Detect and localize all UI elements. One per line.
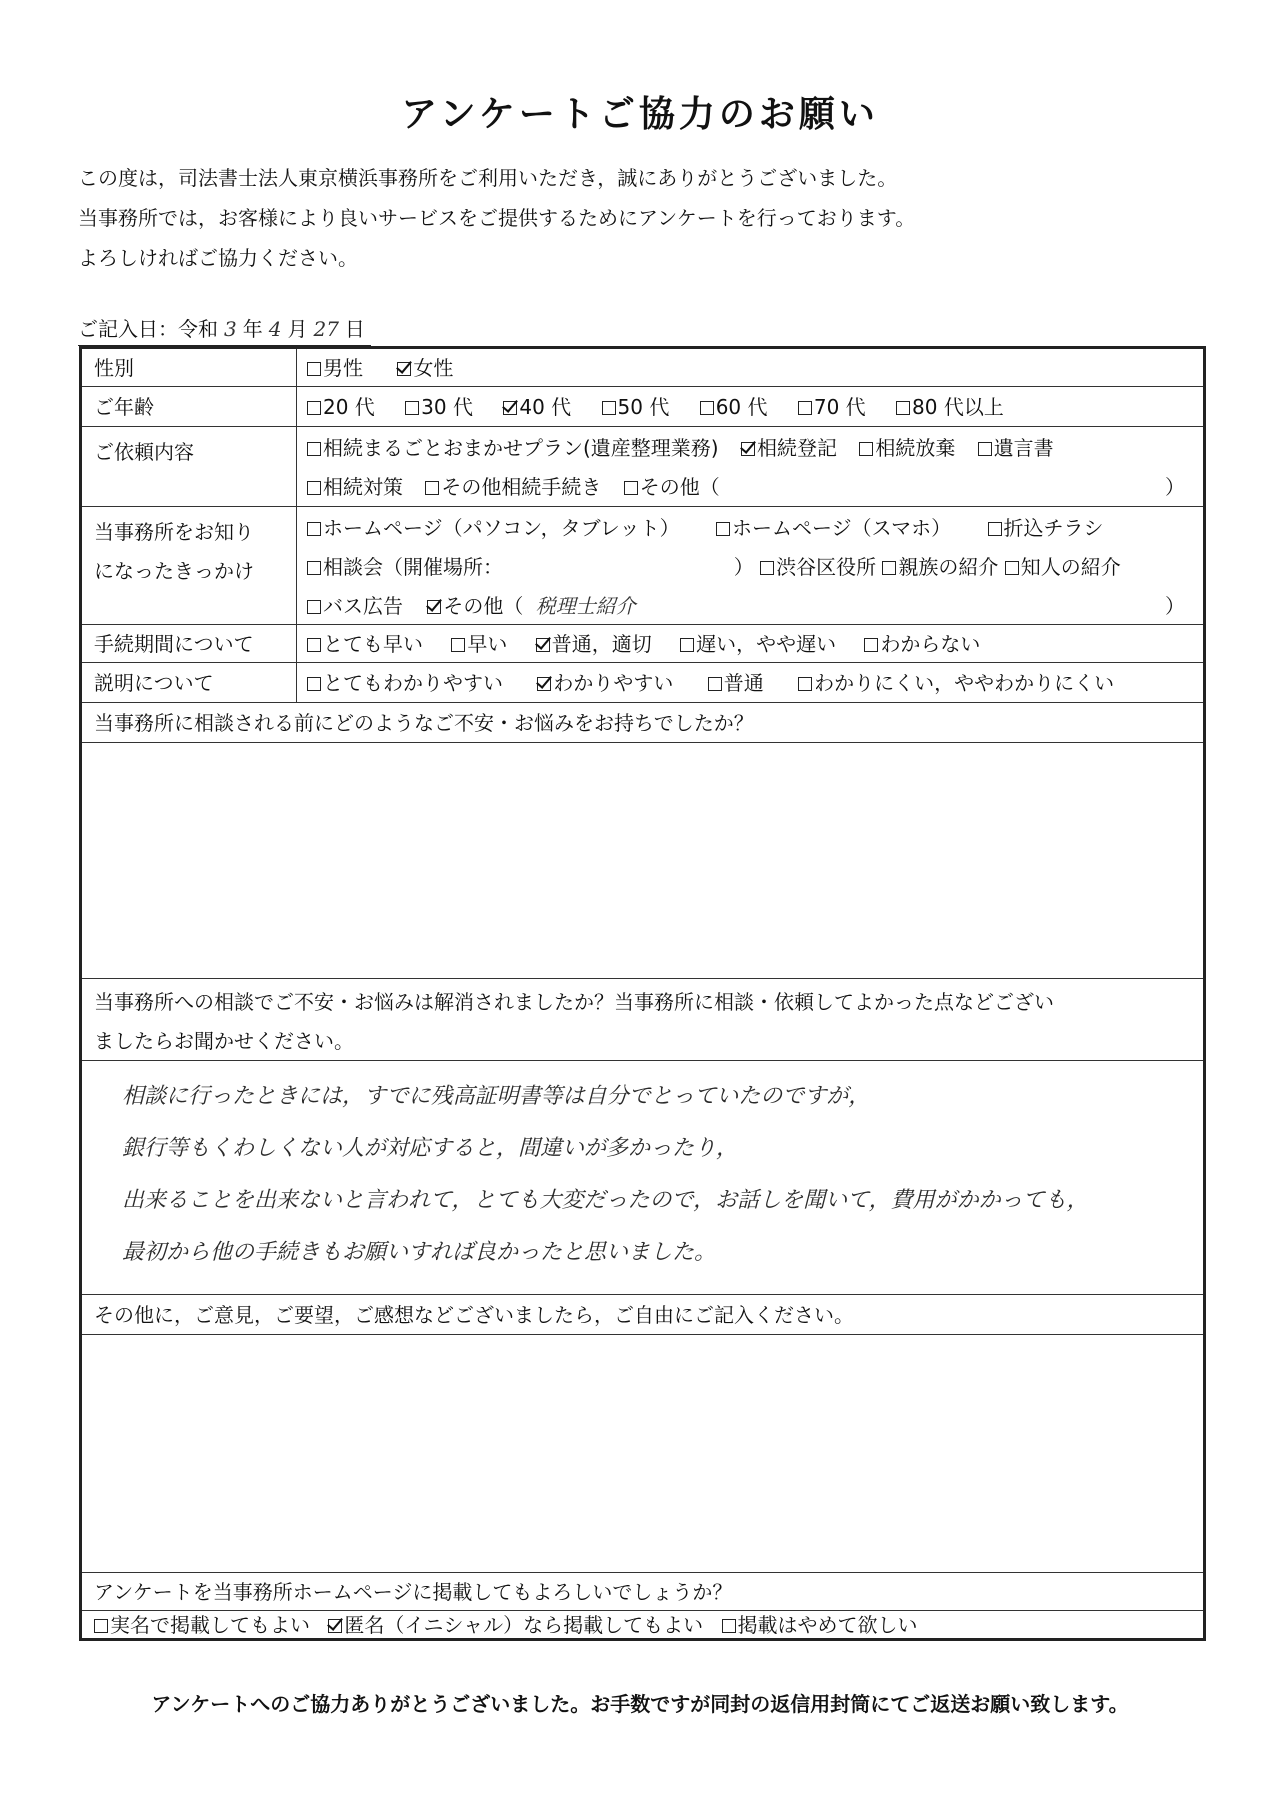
checkbox-icon[interactable] (307, 677, 321, 691)
source-option[interactable] (988, 509, 1104, 548)
source-option-venue[interactable] (307, 548, 503, 587)
footer-thanks: アンケートへのご協力ありがとうございました。お手数ですが同封の返信用封筒にてご返送お願い致します。 (151, 1692, 1129, 1716)
checkbox-icon[interactable] (978, 442, 992, 456)
option-label: 掲載はやめて欲しい (737, 1613, 918, 1637)
source-label-line: 当事務所をお知り (94, 520, 254, 544)
publish-question-row (82, 1573, 1203, 1611)
q2-question-line: 当事務所への相談でご不安・お悩みは解消されましたか？当事務所に相談・依頼してよかった点などござい (94, 990, 1054, 1014)
option-label: 相続放棄 (875, 436, 956, 460)
request-option-other[interactable] (624, 468, 720, 507)
age-option[interactable] (896, 387, 1004, 427)
checkbox-icon[interactable] (988, 522, 1002, 536)
source-option[interactable] (716, 509, 951, 548)
age-label: ご年齢 (82, 387, 297, 426)
checkbox-icon[interactable] (307, 638, 321, 652)
option-label: ホームページ（スマホ） (731, 516, 952, 540)
option-label: わかりにくい，ややわかりにくい (814, 671, 1115, 695)
option-label: 相続まるごとおまかせプラン(遺産整理業務) (323, 436, 719, 460)
option-label: 匿名（イニシャル）なら掲載してもよい (344, 1613, 704, 1637)
option-label: 実名で掲載してもよい (110, 1613, 310, 1637)
close-paren: ） (733, 555, 754, 579)
source-option[interactable] (307, 509, 680, 548)
option-label: 40 代 (519, 395, 572, 419)
entry-date (78, 313, 371, 346)
option-label: 普通 (723, 671, 764, 695)
checkbox-icon[interactable] (700, 401, 714, 415)
period-option[interactable] (536, 625, 652, 663)
checkbox-icon[interactable] (680, 638, 694, 652)
source-option[interactable] (882, 548, 998, 587)
checkbox-icon[interactable] (307, 362, 321, 376)
gender-row (82, 349, 1203, 387)
request-label: ご依頼内容 (82, 427, 297, 506)
checkbox-icon[interactable] (760, 561, 774, 575)
publish-option[interactable] (328, 1607, 703, 1643)
request-option[interactable] (859, 429, 955, 468)
gender-label: 性別 (82, 349, 297, 386)
checkbox-icon[interactable] (307, 600, 321, 614)
explanation-label: 説明について (82, 663, 297, 702)
source-row (82, 507, 1203, 625)
explanation-option[interactable] (537, 663, 673, 703)
option-label: 20 代 (323, 395, 375, 419)
checkbox-icon[interactable] (425, 481, 439, 495)
entry-date-label: ご記入日：令和 (78, 317, 218, 341)
gender-option[interactable] (307, 349, 363, 387)
period-option[interactable] (680, 625, 836, 663)
checkbox-icon[interactable] (307, 561, 321, 575)
checkbox-icon[interactable] (397, 362, 411, 376)
option-label: 親族の紹介 (898, 555, 999, 579)
source-option-other[interactable] (427, 587, 523, 626)
period-option[interactable] (307, 625, 423, 663)
q2-question (94, 983, 1193, 1061)
year-unit: 年 (242, 317, 263, 341)
checkbox-icon[interactable] (405, 401, 419, 415)
request-row (82, 427, 1203, 507)
month-unit: 月 (287, 317, 308, 341)
option-label: とてもわかりやすい (323, 671, 503, 695)
age-option[interactable] (503, 387, 571, 427)
option-label: 30 代 (421, 395, 473, 419)
source-label (82, 507, 297, 624)
option-label: その他相続手続き (441, 475, 602, 499)
option-label: 相続登記 (756, 436, 837, 460)
checkbox-icon[interactable] (741, 442, 755, 456)
option-label: 相談会（開催場所： (323, 555, 503, 579)
option-label: その他（ (639, 475, 720, 499)
option-label: 男性 (323, 356, 363, 380)
q2-answer-line: 最初から他の手続きもお願いすれば良かったと思いました。 (122, 1240, 717, 1265)
option-label: わからない (880, 632, 981, 656)
source-label-line: になったきっかけ (94, 559, 254, 583)
checkbox-icon[interactable] (602, 401, 616, 415)
publish-option[interactable] (722, 1607, 918, 1643)
q3-question-row (82, 1295, 1203, 1335)
checkbox-icon[interactable] (722, 1619, 736, 1633)
source-option[interactable] (307, 587, 403, 626)
gender-option[interactable] (397, 349, 453, 387)
age-option[interactable] (307, 387, 375, 427)
checkbox-icon[interactable] (307, 442, 321, 456)
request-option[interactable] (307, 429, 719, 468)
explanation-option[interactable] (307, 663, 503, 703)
q2-question-row (82, 979, 1203, 1061)
intro-line: 当事務所では，お客様により良いサービスをご提供するためにアンケートを行っております。 (78, 206, 916, 230)
period-label: 手続期間について (82, 625, 297, 662)
option-label: 60 代 (715, 395, 768, 419)
close-paren: ） (1165, 594, 1185, 618)
explanation-option[interactable] (798, 663, 1114, 703)
q3-question: その他に，ご意見，ご要望，ご感想などございましたら，ご自由にご記入ください。 (94, 1303, 854, 1327)
option-label: 知人の紹介 (1020, 555, 1121, 579)
option-label: 遅い，やや遅い (696, 632, 837, 656)
q2-answer-area[interactable] (82, 1061, 1203, 1295)
checkbox-icon[interactable] (503, 401, 517, 415)
explanation-row (82, 663, 1203, 703)
age-row (82, 387, 1203, 427)
checkbox-icon[interactable] (798, 677, 812, 691)
checkbox-icon[interactable] (94, 1619, 108, 1633)
intro-line: この度は，司法書士法人東京横浜事務所をご利用いただき，誠にありがとうございました。 (78, 166, 898, 190)
intro-text (78, 158, 915, 278)
checkbox-icon[interactable] (708, 677, 722, 691)
age-option[interactable] (798, 387, 866, 427)
request-option[interactable] (307, 468, 403, 507)
q3-answer-area[interactable] (82, 1335, 1203, 1573)
checkbox-icon[interactable] (328, 1619, 342, 1633)
option-label: 50 代 (617, 395, 670, 419)
q2-question-line: ましたらお聞かせください。 (94, 1029, 354, 1053)
age-option[interactable] (700, 387, 768, 427)
checkbox-icon[interactable] (427, 600, 441, 614)
entry-date-month[interactable]: 4 (268, 317, 282, 341)
q2-answer-line: 相談に行ったときには，すでに残高証明書等は自分でとっていたのですが， (122, 1084, 871, 1109)
source-other-text[interactable]: 税理士紹介 (535, 594, 636, 618)
option-label: 80 代以上 (912, 395, 1004, 419)
age-option[interactable] (405, 387, 473, 427)
option-label: 相続対策 (323, 475, 403, 499)
option-label: 折込チラシ (1003, 516, 1104, 540)
checkbox-icon[interactable] (716, 522, 730, 536)
publish-options-row (82, 1611, 1203, 1641)
close-paren: ） (1165, 475, 1185, 499)
option-label: その他（ (443, 594, 524, 618)
request-option[interactable] (978, 429, 1054, 468)
checkbox-icon[interactable] (864, 638, 878, 652)
checkbox-icon[interactable] (537, 677, 551, 691)
option-label: わかりやすい (553, 671, 674, 695)
survey-title: アンケートご協力のお願い (401, 94, 879, 135)
request-option[interactable] (425, 468, 601, 507)
period-option[interactable] (451, 625, 507, 663)
checkbox-icon[interactable] (536, 638, 550, 652)
checkbox-icon[interactable] (882, 561, 896, 575)
checkbox-icon[interactable] (798, 401, 812, 415)
checkbox-icon[interactable] (307, 401, 321, 415)
q2-answer (122, 1071, 1173, 1279)
checkbox-icon[interactable] (307, 481, 321, 495)
request-option[interactable] (741, 429, 837, 468)
q2-answer-line: 出来ることを出来ないと言われて，とても大変だったので，お話しを聞いて，費用がかかっても， (122, 1188, 1089, 1213)
source-option[interactable] (1005, 548, 1121, 587)
period-option[interactable] (864, 625, 980, 663)
option-label: 渋谷区役所 (776, 555, 877, 579)
checkbox-icon[interactable] (307, 522, 321, 536)
q1-question-row (82, 703, 1203, 743)
option-label: とても早い (323, 632, 423, 656)
option-label: 早い (467, 632, 508, 656)
age-option[interactable] (602, 387, 670, 427)
checkbox-icon[interactable] (1005, 561, 1019, 575)
source-option[interactable] (760, 548, 876, 587)
period-row (82, 625, 1203, 663)
checkbox-icon[interactable] (859, 442, 873, 456)
day-unit: 日 (344, 317, 365, 341)
q2-answer-line: 銀行等もくわしくない人が対応すると，間違いが多かったり， (122, 1136, 739, 1161)
checkbox-icon[interactable] (451, 638, 465, 652)
option-label: 70 代 (813, 395, 866, 419)
publish-option[interactable] (94, 1607, 310, 1643)
explanation-option[interactable] (708, 663, 764, 703)
entry-date-year[interactable]: 3 (224, 317, 237, 341)
survey-form (79, 346, 1206, 1641)
intro-line: よろしければご協力ください。 (78, 246, 358, 270)
publish-question: アンケートを当事務所ホームページに掲載してもよろしいでしょうか？ (94, 1580, 733, 1604)
q1-answer-area[interactable] (82, 743, 1203, 979)
checkbox-icon[interactable] (896, 401, 910, 415)
option-label: 普通，適切 (551, 632, 652, 656)
entry-date-day[interactable]: 27 (313, 317, 339, 341)
option-label: バス広告 (323, 594, 403, 618)
checkbox-icon[interactable] (624, 481, 638, 495)
q1-question: 当事務所に相談される前にどのようなご不安・お悩みをお持ちでしたか？ (94, 711, 754, 735)
option-label: 遺言書 (993, 436, 1054, 460)
option-label: 女性 (413, 356, 454, 380)
option-label: ホームページ（パソコン，タブレット） (323, 516, 680, 540)
